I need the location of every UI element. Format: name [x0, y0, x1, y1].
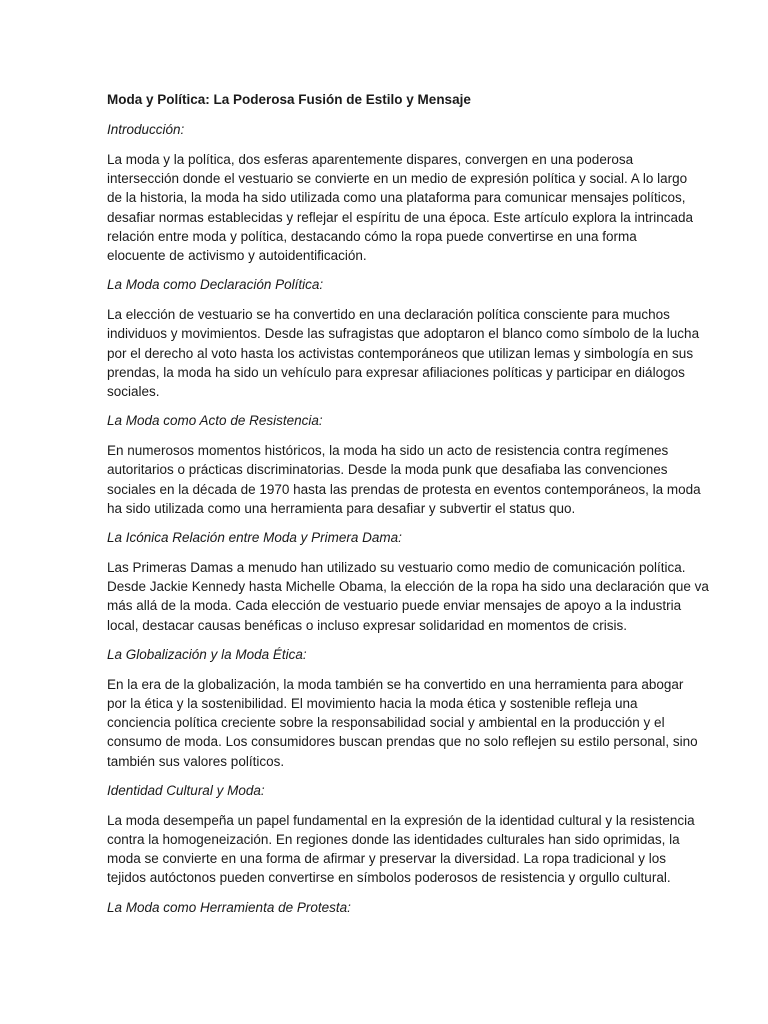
- section-paragraph: [107, 675, 698, 771]
- section-paragraph: [107, 150, 694, 265]
- paragraph-line: La moda desempeña un papel fundamental en la expresión de la identidad cultural y la resistencia: [107, 812, 695, 828]
- paragraph-line: por el derecho al voto hasta los activistas contemporáneos que utilizan lemas y simbología en sus: [107, 345, 694, 361]
- paragraph-line: moda se convierte en una forma de afirmar y preservar la diversidad. La ropa tradicional y los: [107, 851, 667, 867]
- document-body: [107, 120, 709, 918]
- paragraph-line: contra la homogeneización. En regiones donde las identidades culturales han sido oprimidas, la: [107, 832, 680, 848]
- section-heading: La Globalización y la Moda Ética:: [107, 646, 307, 662]
- paragraph-line: sociales en la década de 1970 hasta las prendas de protesta en eventos contemporáneos, la moda: [107, 481, 701, 497]
- section-heading: La Moda como Herramienta de Protesta:: [107, 899, 351, 915]
- paragraph-line: también sus valores políticos.: [107, 753, 285, 769]
- section-heading: La Icónica Relación entre Moda y Primera Dama:: [107, 530, 402, 546]
- paragraph-line: Desde Jackie Kennedy hasta Michelle Obama, la elección de la ropa ha sido una declaración que va: [107, 579, 709, 595]
- paragraph-line: ha sido utilizada como una herramienta para desafiar y subvertir el status quo.: [107, 500, 576, 516]
- paragraph-line: local, destacar causas benéficas o incluso expresar solidaridad en momentos de crisis.: [107, 617, 628, 633]
- document-page: [107, 90, 709, 928]
- paragraph-line: más allá de la moda. Cada elección de vestuario puede enviar mensajes de apoyo a la industria: [107, 598, 682, 614]
- paragraph-line: de la historia, la moda ha sido utilizada como una plataforma para comunicar mensajes políticos,: [107, 190, 686, 206]
- section-heading: Introducción:: [107, 122, 185, 137]
- paragraph-line: individuos y movimientos. Desde las sufragistas que adoptaron el blanco como símbolo de la lucha: [107, 326, 700, 342]
- section-paragraph: [107, 558, 709, 635]
- section-heading: La Moda como Declaración Política:: [107, 277, 324, 293]
- paragraph-line: La moda y la política, dos esferas aparentemente dispares, convergen en una poderosa: [107, 152, 634, 167]
- paragraph-line: En la era de la globalización, la moda también se ha convertido en una herramienta para abogar: [107, 676, 684, 692]
- paragraph-line: La elección de vestuario se ha convertido en una declaración política consciente para muchos: [107, 307, 670, 323]
- paragraph-line: relación entre moda y política, destacando cómo la ropa puede convertirse en una forma: [107, 228, 637, 244]
- section-heading: La Moda como Acto de Resistencia:: [107, 413, 323, 429]
- paragraph-line: por la ética y la sostenibilidad. El movimiento hacia la moda ética y sostenible refleja una: [107, 696, 638, 712]
- document-title: Moda y Política: La Poderosa Fusión de Estilo y Mensaje: [107, 92, 471, 107]
- paragraph-line: tejidos autóctonos pueden convertirse en símbolos poderosos de resistencia y orgullo cultural.: [107, 870, 671, 886]
- paragraph-line: prendas, la moda ha sido un vehículo para expresar afiliaciones políticas y participar en diálogos: [107, 364, 685, 380]
- paragraph-line: elocuente de activismo y autoidentificación.: [107, 248, 367, 264]
- paragraph-line: intersección donde el vestuario se convierte en un medio de expresión política y social. A lo largo: [107, 171, 688, 187]
- section-paragraph: [107, 441, 701, 518]
- paragraph-line: sociales.: [107, 384, 160, 400]
- paragraph-line: Las Primeras Damas a menudo han utilizado su vestuario como medio de comunicación política.: [107, 560, 686, 576]
- paragraph-line: En numerosos momentos históricos, la moda ha sido un acto de resistencia contra regímenes: [107, 443, 669, 459]
- section-heading: Identidad Cultural y Moda:: [107, 782, 265, 798]
- paragraph-line: autoritarios o prácticas discriminatorias. Desde la moda punk que desafiaba las convenciones: [107, 462, 668, 478]
- section-paragraph: [107, 305, 700, 401]
- paragraph-line: desafiar normas establecidas y reflejar el espíritu de una época. Este artículo explora la intrincada: [107, 209, 694, 225]
- paragraph-line: conciencia política creciente sobre la responsabilidad social y ambiental en la producción y el: [107, 715, 665, 731]
- section-paragraph: [107, 811, 695, 888]
- paragraph-line: consumo de moda. Los consumidores buscan prendas que no solo reflejen su estilo personal, sino: [107, 734, 698, 750]
